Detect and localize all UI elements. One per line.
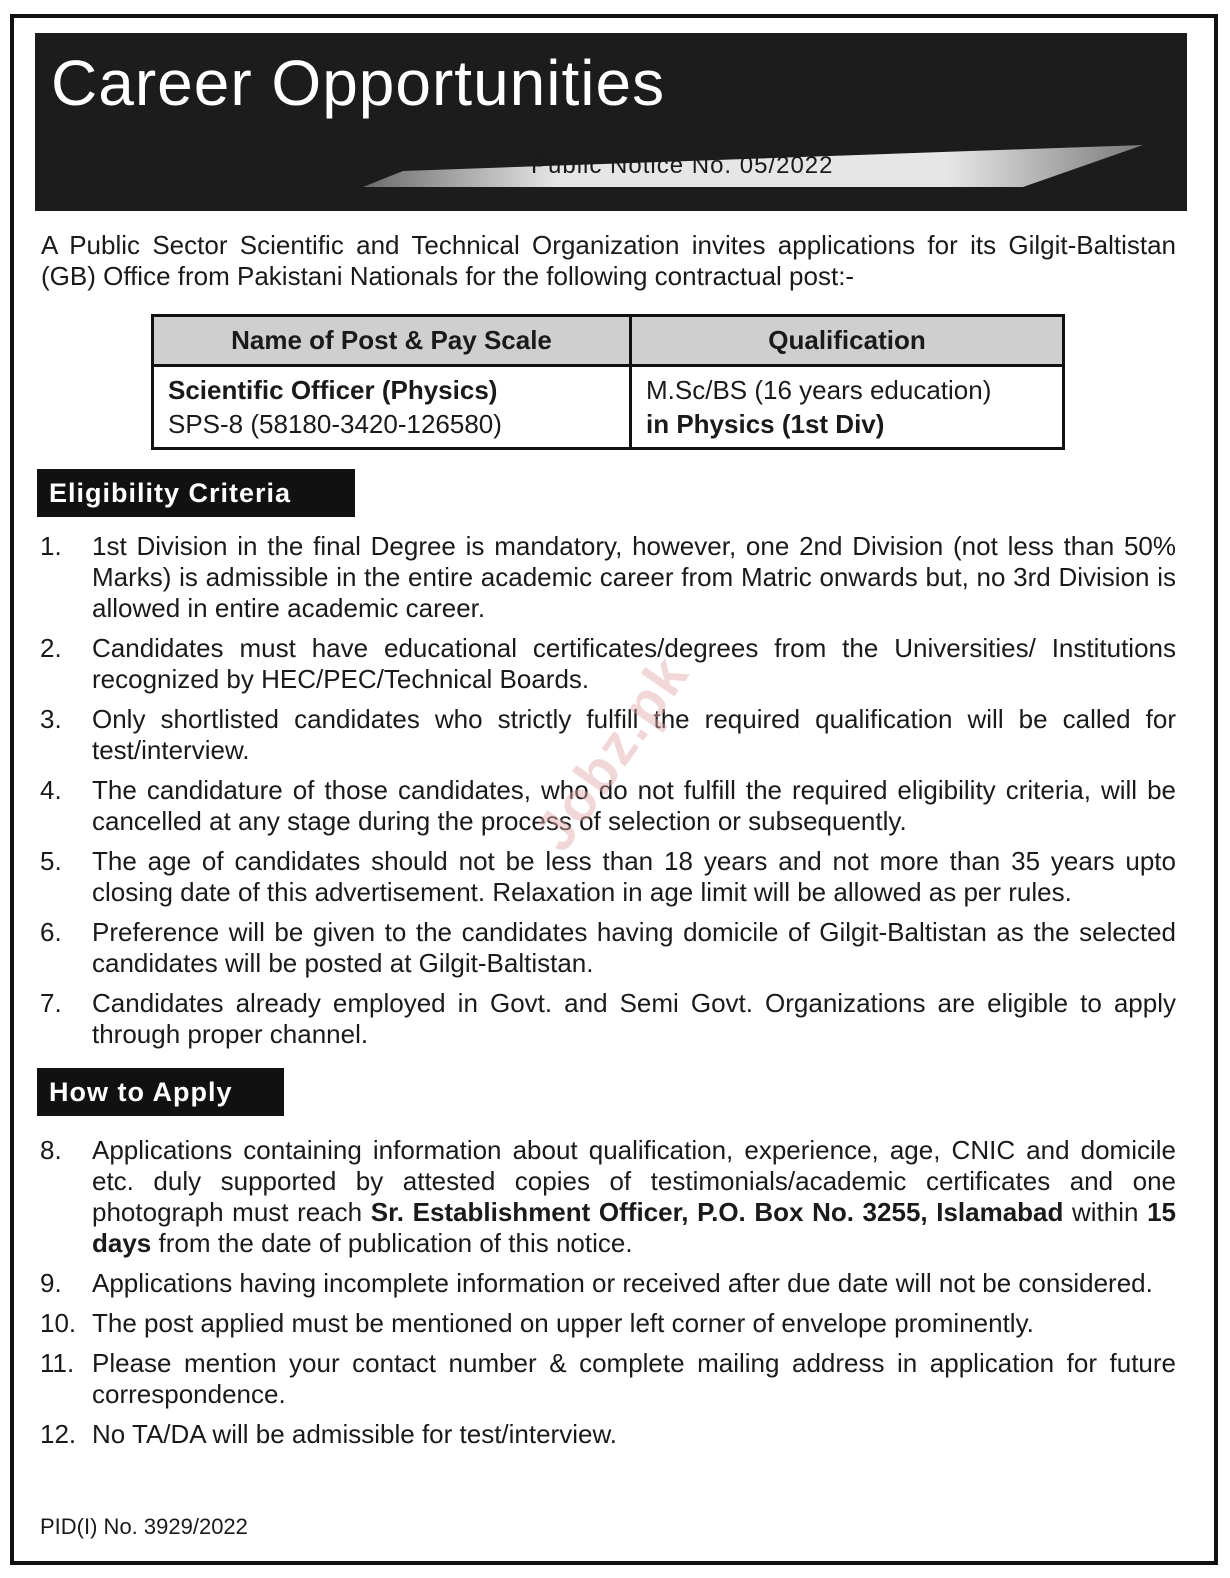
public-notice-band: [363, 145, 1143, 187]
item-number: 11.: [40, 1348, 75, 1378]
item-text: 1st Division in the final Degree is mandatory, however, one 2nd Division (not less than 50% Marks) is admissible in the entire academic career from Matric onwards but, no 3rd Division is allowed in entire academic career.: [92, 531, 1176, 623]
list-item: [40, 1419, 1176, 1450]
item-number: 5.: [40, 846, 62, 876]
header-banner: [35, 33, 1187, 211]
list-item: [40, 988, 1176, 1050]
pid-number: PID(I) No. 3929/2022: [40, 1514, 248, 1539]
item-text: Preference will be given to the candidates having domicile of Gilgit-Baltistan as the selected candidates will be posted at Gilgit-Baltistan.: [92, 917, 1176, 978]
list-item: [40, 917, 1176, 979]
public-notice-number: Public Notice No. 05/2022: [531, 152, 834, 179]
item-text: The age of candidates should not be less than 18 years and not more than 35 years upto closing date of this advertisement. Relaxation in age limit will be allowed as per rules.: [92, 846, 1176, 907]
intro-paragraph: A Public Sector Scientific and Technical Organization invites applications for its Gilgit-Baltistan (GB) Office from Pakistani Nationals for the following contractual post:-: [41, 230, 1176, 291]
item-text: The candidature of those candidates, who do not fulfill the required eligibility criteria, will be cancelled at any stage during the process of selection or subsequently.: [92, 775, 1176, 836]
item-number: 10.: [40, 1308, 77, 1338]
list-item: [40, 1348, 1176, 1410]
item-number: 8.: [40, 1135, 62, 1165]
eligibility-criteria-heading: Eligibility Criteria: [37, 469, 355, 517]
post-cell: [153, 366, 631, 449]
item-number: 6.: [40, 917, 62, 947]
column-header-post: Name of Post & Pay Scale: [153, 316, 631, 366]
list-item: [40, 846, 1176, 908]
table-header-row: [153, 316, 1064, 366]
item-text: Candidates must have educational certificates/degrees from the Universities/ Institutions recognized by HEC/PEC/Technical Boards.: [92, 633, 1176, 694]
how-to-apply-list: [40, 1135, 1176, 1459]
submission-address: Sr. Establishment Officer, P.O. Box No. 3255, Islamabad: [370, 1197, 1064, 1227]
watermark: Jobz.pk: [521, 643, 701, 862]
item-number: 12.: [40, 1419, 77, 1449]
item-text: No TA/DA will be admissible for test/interview.: [92, 1419, 618, 1449]
list-item: [40, 1135, 1176, 1259]
posts-table: [151, 314, 1065, 450]
how-to-apply-heading: How to Apply: [37, 1068, 284, 1116]
column-header-qualification: Qualification: [631, 316, 1064, 366]
list-item: [40, 1308, 1176, 1339]
item-number: 1.: [40, 531, 62, 561]
table-row: [153, 366, 1064, 449]
qualification-cell: [631, 366, 1064, 449]
list-item: [40, 1268, 1176, 1299]
item-text: within: [1063, 1197, 1148, 1227]
item-number: 7.: [40, 988, 62, 1018]
qualification-line: M.Sc/BS (16 years education): [646, 375, 992, 405]
page-title: Career Opportunities: [51, 47, 666, 119]
item-number: 2.: [40, 633, 62, 663]
item-text: Candidates already employed in Govt. and Semi Govt. Organizations are eligible to apply through proper channel.: [92, 988, 1176, 1049]
list-item: [40, 531, 1176, 624]
item-text: Only shortlisted candidates who strictly fulfill the required qualification will be called for test/interview.: [92, 704, 1176, 765]
item-text: The post applied must be mentioned on upper left corner of envelope prominently.: [92, 1308, 1034, 1338]
deadline-days: 15 days: [92, 1197, 1177, 1258]
item-text: from the date of publication of this notice.: [151, 1228, 633, 1258]
item-number: 3.: [40, 704, 62, 734]
post-name: Scientific Officer (Physics): [168, 375, 498, 405]
item-number: 4.: [40, 775, 62, 805]
pay-scale: SPS-8 (58180-3420-126580): [168, 409, 502, 439]
qualification-subject: in Physics (1st Div): [646, 409, 885, 439]
item-number: 9.: [40, 1268, 62, 1298]
item-text: Applications having incomplete information or received after due date will not be considered.: [92, 1268, 1153, 1298]
list-item: [40, 633, 1176, 695]
item-text: Please mention your contact number & complete mailing address in application for future correspondence.: [92, 1348, 1176, 1409]
item-text: Applications containing information about qualification, experience, age, CNIC and domicile etc. duly supported by attested copies of testimonials/academic certificates and one photograph must reach: [92, 1135, 1176, 1227]
